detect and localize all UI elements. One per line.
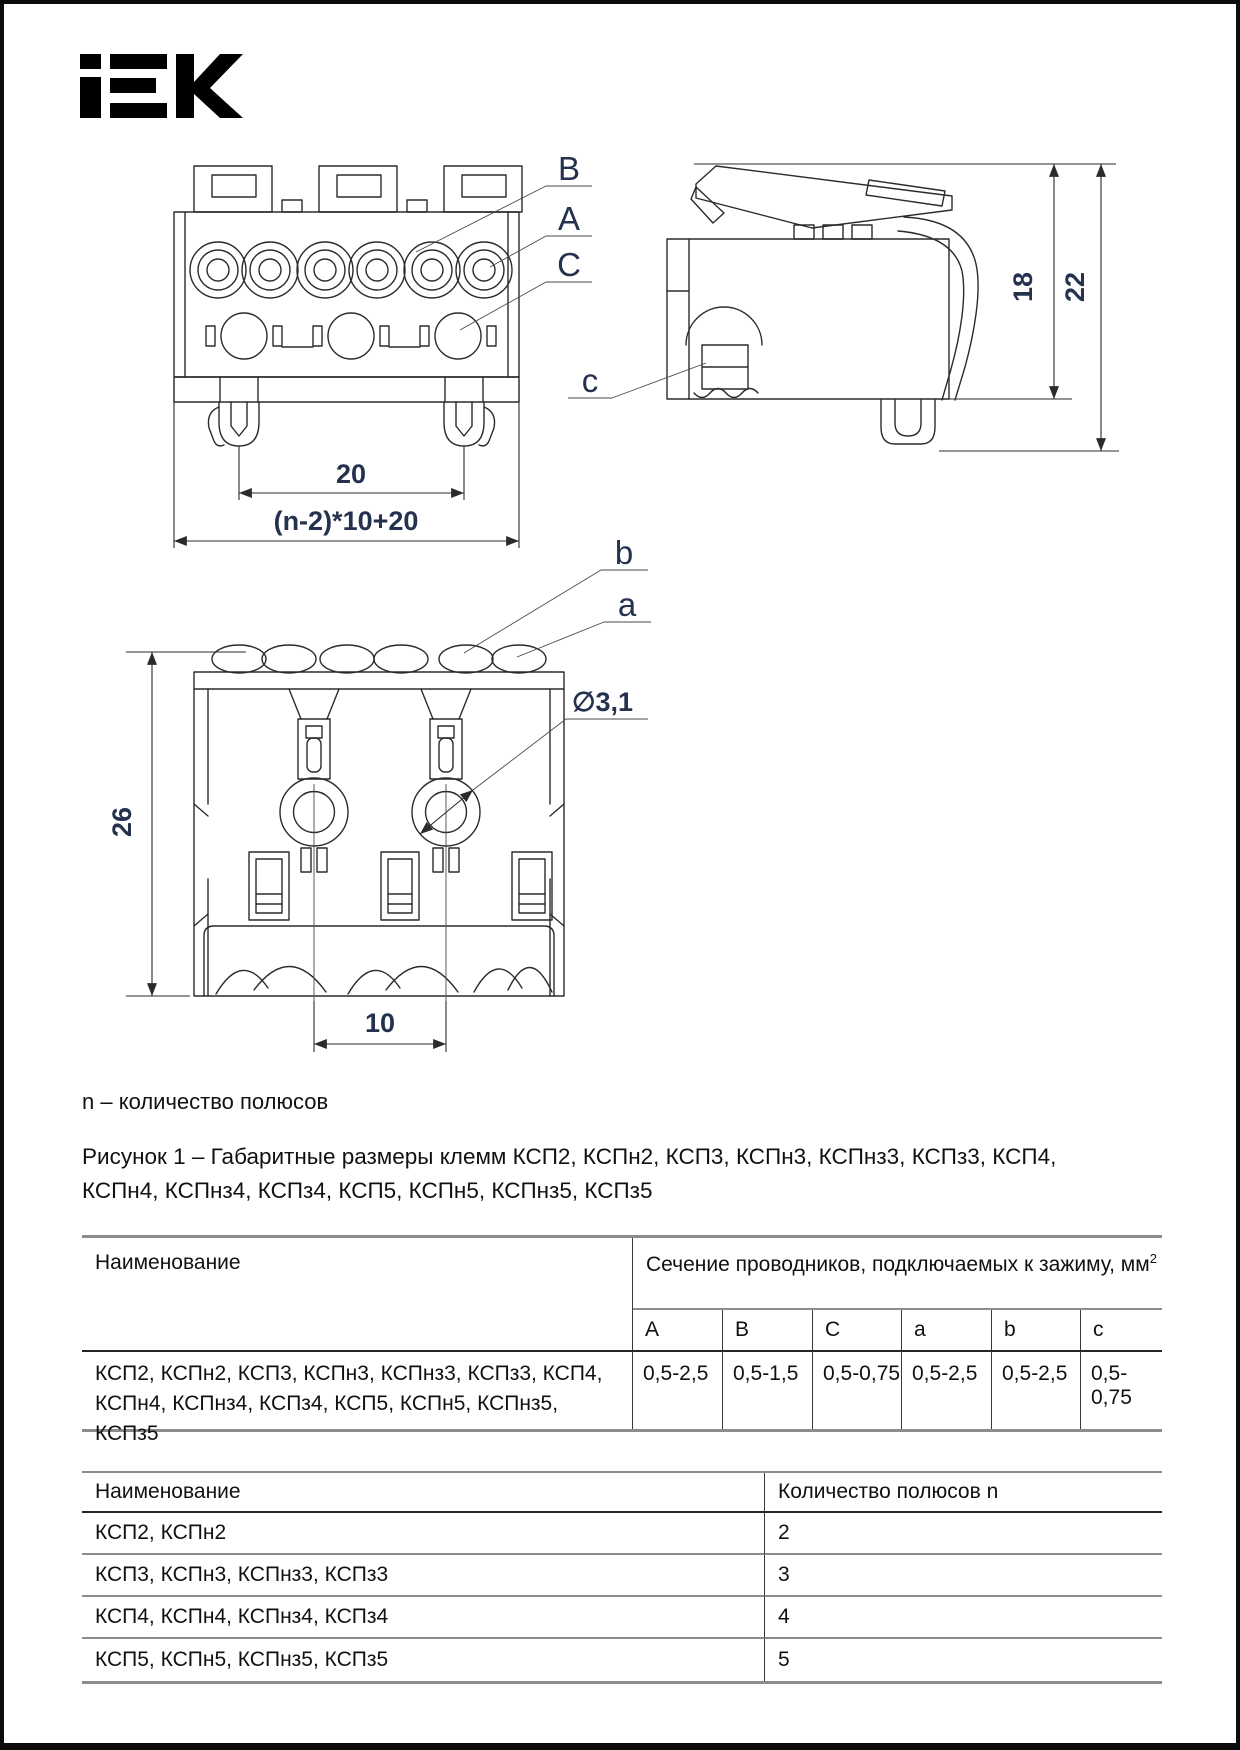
table1-value-a: 0,5-2,5 bbox=[901, 1350, 991, 1429]
port-label-c-side: c bbox=[581, 362, 599, 399]
table1-subheader-b: b bbox=[991, 1310, 1080, 1350]
dim-feet-spacing: 20 bbox=[335, 459, 367, 489]
table1-value-A: 0,5-2,5 bbox=[633, 1350, 722, 1429]
cross-section-table bbox=[82, 1235, 1162, 1445]
table2-row-name: КСП2, КСПн2 bbox=[82, 1513, 764, 1555]
table1-subheader-A: A bbox=[645, 1318, 660, 1341]
table1-value-c: 0,5-0,75 bbox=[1080, 1350, 1162, 1429]
dim-total-width: (n-2)*10+20 bbox=[273, 506, 419, 536]
table1-value-C: 0,5-0,75 bbox=[812, 1350, 901, 1429]
figure-caption bbox=[82, 1140, 1142, 1208]
table1-subheader-c: c bbox=[1080, 1310, 1162, 1350]
dim-hole-diameter: ∅3,1 bbox=[572, 687, 634, 717]
plan-view-drawing bbox=[104, 474, 664, 1064]
table2-name-header: Наименование bbox=[82, 1473, 764, 1513]
iek-logo bbox=[80, 54, 220, 118]
table1-group-header-text: Сечение проводников, подключаемых к зажиму, мм bbox=[646, 1253, 1150, 1276]
port-label-A: A bbox=[557, 200, 581, 237]
port-label-b-plan: b bbox=[614, 534, 634, 571]
terminal-front-body bbox=[174, 166, 522, 446]
dim-pitch-10: 10 bbox=[364, 1008, 396, 1038]
table2-poles-header: Количество полюсов n bbox=[764, 1473, 1162, 1513]
table1-models-line1: КСП2, КСПн2, КСП3, КСПн3, КСПнз3, КСПз3, КСП4, bbox=[95, 1362, 603, 1385]
table2-row-name: КСП5, КСПн5, КСПнз5, КСПз5 bbox=[95, 1648, 389, 1671]
pole-count-table bbox=[82, 1471, 1162, 1684]
terminal-side-body bbox=[667, 166, 978, 444]
table1-subheader-B: B bbox=[722, 1310, 812, 1350]
table1-group-header bbox=[633, 1238, 1162, 1310]
table1-models-line2: КСПн4, КСПнз4, КСПз4, КСП5, КСПн5, КСПнз5, КСПз5 bbox=[95, 1392, 559, 1445]
figure-caption-line2: КСПн4, КСПнз4, КСПз4, КСП5, КСПн5, КСПнз5, КСПз5 bbox=[82, 1178, 653, 1203]
table1-models-cell bbox=[82, 1350, 633, 1445]
side-extension-lines bbox=[694, 164, 1119, 451]
plan-dimension-lines bbox=[126, 652, 473, 1052]
table2-row-poles: 2 bbox=[764, 1513, 1162, 1555]
dim-height-18: 18 bbox=[1008, 271, 1038, 303]
table2-row-name: КСП3, КСПн3, КСПнз3, КСПз3 bbox=[82, 1555, 764, 1597]
table1-name-header: Наименование bbox=[82, 1238, 633, 1350]
port-label-C: C bbox=[557, 246, 581, 283]
table2-row-poles: 4 bbox=[764, 1597, 1162, 1639]
side-dimension-lines bbox=[1054, 164, 1101, 451]
table2-row-name: КСП4, КСПн4, КСПнз4, КСПз4 bbox=[82, 1597, 764, 1639]
table1-subheader-a: a bbox=[901, 1310, 991, 1350]
dim-height-22: 22 bbox=[1060, 271, 1090, 303]
table1-value-B: 0,5-1,5 bbox=[722, 1350, 812, 1429]
table2-row-poles: 3 bbox=[764, 1555, 1162, 1597]
table2-row-poles: 5 bbox=[764, 1639, 1162, 1681]
table1-value-b: 0,5-2,5 bbox=[991, 1350, 1080, 1429]
poles-note: n – количество полюсов bbox=[82, 1089, 329, 1114]
port-label-a-plan: a bbox=[617, 586, 637, 623]
table1-subheader-C: C bbox=[812, 1310, 901, 1350]
side-view-drawing bbox=[544, 139, 1144, 469]
table1-group-header-sup: 2 bbox=[1149, 1251, 1157, 1266]
figure-caption-line1: Рисунок 1 – Габаритные размеры клемм КСП2, КСПн2, КСП3, КСПн3, КСПнз3, КСПз3, КСП4, bbox=[82, 1144, 1057, 1169]
terminal-plan-body bbox=[194, 645, 564, 996]
dim-depth-26: 26 bbox=[107, 806, 137, 838]
port-label-B: B bbox=[557, 150, 581, 187]
